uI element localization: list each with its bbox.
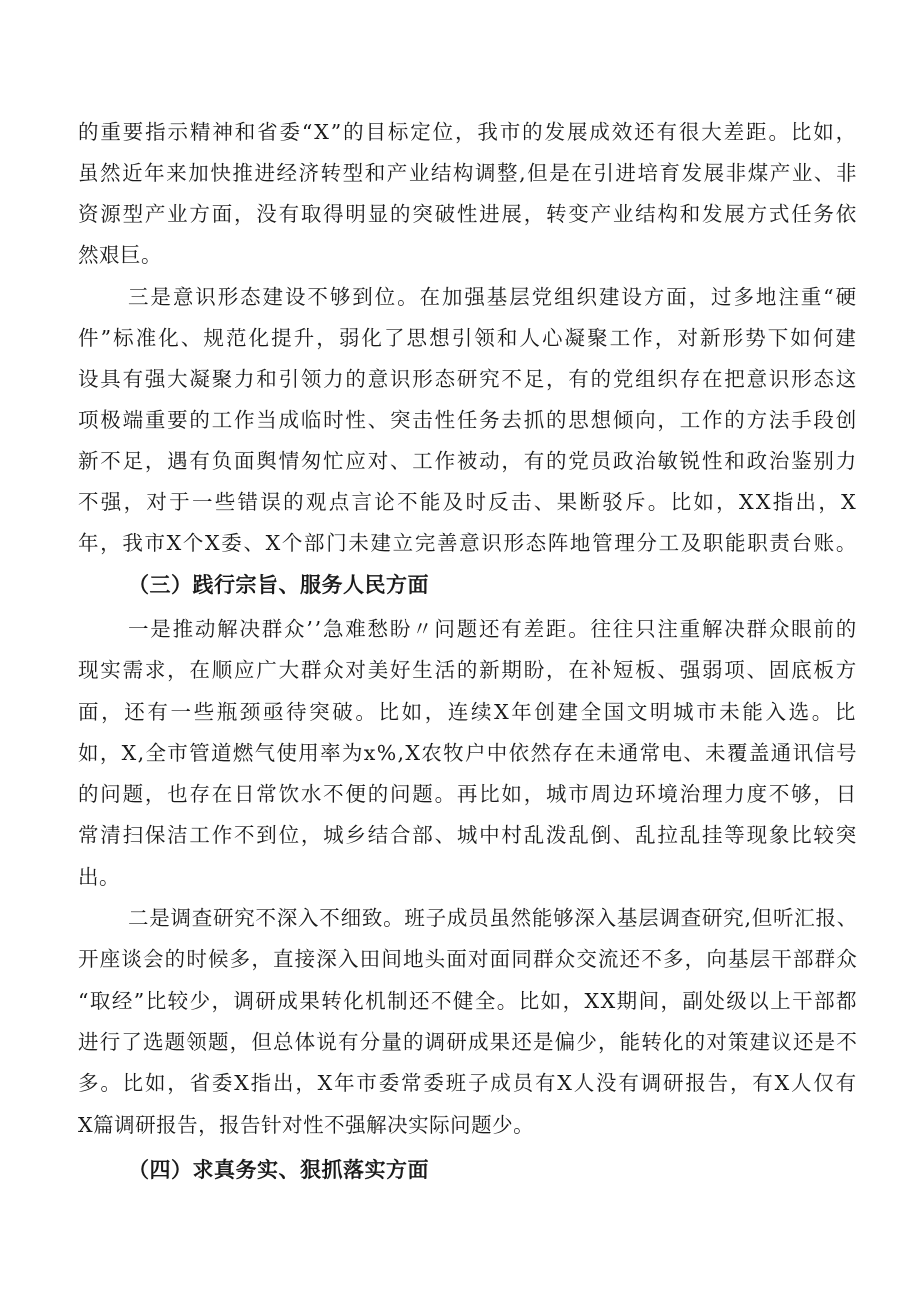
- text-line: X篇调研报告，报告针对性不强解决实际问题少。: [78, 1113, 535, 1137]
- text-line: 面，还有一些瓶颈亟待突破。比如，连续X年创建全国文明城市未能入选。比: [78, 700, 858, 724]
- text-line: 新不足，遇有负面舆情匆忙应对、工作被动，有的党员政治敏锐性和政治鉴别力: [78, 449, 858, 473]
- text-line: 三是意识形态建设不够到位。在加强基层党组织建设方面，过多地注重“硬: [128, 285, 858, 309]
- text-line: 出。: [78, 865, 120, 889]
- text-line: 件”标准化、规范化提升，弱化了思想引领和人心凝聚工作，对新形势下如何建: [78, 326, 858, 350]
- text-line: 如，X,全市管道燃气使用率为x%,X农牧户中依然存在未通常电、未覆盖通讯信号: [78, 741, 858, 765]
- text-line: 然艰巨。: [78, 243, 162, 267]
- text-line: 设具有强大凝聚力和引领力的意识形态研究不足，有的党组织存在把意识形态这: [78, 367, 858, 391]
- text-line: 年，我市X个X委、X个部门未建立完善意识形态阵地管理分工及职能职责台账。: [78, 531, 858, 555]
- section-heading-3: （三）践行宗旨、服务人民方面: [128, 573, 429, 597]
- text-line: 多。比如，省委X指出，X年市委常委班子成员有X人没有调研报告，有X人仅有: [78, 1071, 858, 1095]
- text-line: 开座谈会的时候多，直接深入田间地头面对面同群众交流还不多，向基层干部群众: [78, 947, 858, 971]
- text-line: 现实需求，在顺应广大群众对美好生活的新期盼，在补短板、强弱项、固底板方: [78, 658, 858, 682]
- text-line: 的重要指示精神和省委“X”的目标定位，我市的发展成效还有很大差距。比如，: [78, 120, 858, 144]
- text-line: 二是调查研究不深入不细致。班子成员虽然能够深入基层调查研究,但听汇报、: [128, 906, 858, 930]
- text-line: 虽然近年来加快推进经济转型和产业结构调整,但是在引进培育发展非煤产业、非: [78, 161, 858, 185]
- text-line: 一是推动解决群众’’急难愁盼〃问题还有差距。往往只注重解决群众眼前的: [128, 617, 858, 641]
- text-line: 进行了选题领题，但总体说有分量的调研成果还是偏少，能转化的对策建议还是不: [78, 1030, 858, 1054]
- text-line: 资源型产业方面，没有取得明显的突破性进展，转变产业结构和发展方式任务依: [78, 202, 858, 226]
- text-line: 的问题，也存在日常饮水不便的问题。再比如，城市周边环境治理力度不够，日: [78, 782, 858, 806]
- text-line: 不强，对于一些错误的观点言论不能及时反击、果断驳斥。比如，XX指出，X: [78, 490, 858, 514]
- section-heading-4: （四）求真务实、狠抓落实方面: [128, 1158, 429, 1182]
- text-line: 常清扫保洁工作不到位，城乡结合部、城中村乱泼乱倒、乱拉乱挂等现象比较突: [78, 823, 858, 847]
- text-line: 项极端重要的工作当成临时性、突击性任务去抓的思想倾向，工作的方法手段创: [78, 408, 858, 432]
- text-line: “取经”比较少，调研成果转化机制还不健全。比如，XX期间，副处级以上干部都: [78, 989, 858, 1013]
